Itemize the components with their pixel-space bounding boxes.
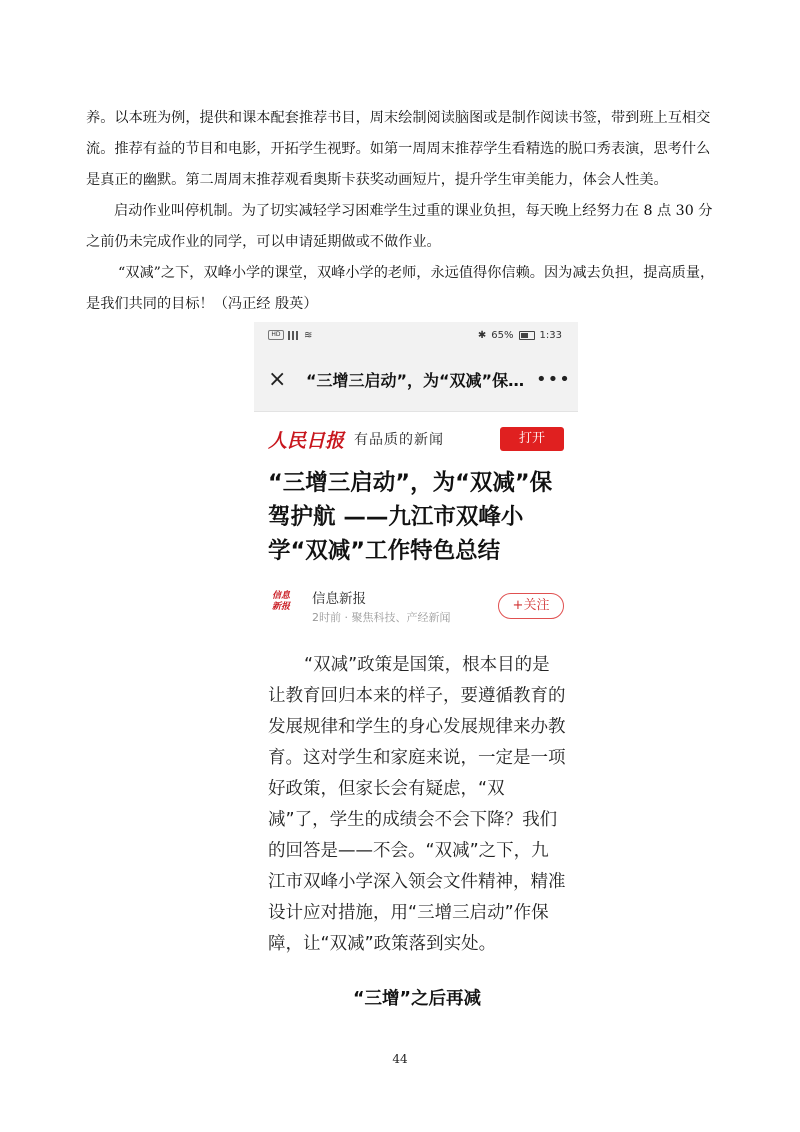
doc-paragraph-2: 启动作业叫停机制。为了切实减轻学习困难学生过重的课业负担，每天晚上经努力在 8 点 30 分之前仍未完成作业的同学，可以申请延期做或不做作业。 — [86, 203, 713, 250]
source-meta: 2时前 · 聚焦科技、产经新闻 — [312, 611, 451, 624]
article-body — [254, 628, 578, 1032]
hd-badge-icon: HD — [268, 330, 284, 340]
battery-icon — [519, 331, 535, 340]
status-time: 1:33 — [539, 329, 562, 341]
brand-banner — [254, 412, 578, 454]
nav-title: “三增三启动”，为“双减”保… — [306, 371, 525, 390]
section-heading: “三增”之后再减 — [352, 989, 481, 1009]
brand-slogan: 有品质的新闻 — [354, 432, 445, 448]
doc-paragraph-3: “双减”之下，双峰小学的课堂，双峰小学的老师，永远值得你信赖。因为减去负担，提高质量，是我们共同的目标！（冯正经 殷英） — [86, 265, 715, 312]
page-number: 44 — [392, 1052, 408, 1066]
article-headline: “三增三启动”，为“双减”保驾护航 ——九江市双峰小学“双减”工作特色总结 — [268, 470, 553, 564]
battery-percent: 65% — [491, 329, 514, 341]
source-row — [254, 568, 578, 628]
close-icon[interactable]: × — [268, 367, 287, 392]
status-bar — [254, 322, 578, 348]
article-paragraph-1: “双减”政策是国策，根本目的是让教育回归本来的样子，要遵循教育的发展规律和学生的身心发展规律来办教育。这对学生和家庭来说，一定是一项好政策，但家长会有疑虑，“双减”了，学生的成绩会不会下降？我们的回答是——不会。“双减”之下，九江市双峰小学深入领会文件精神，精准设计应对措施，用“三增三启动”作保障，让“双减”政策落到实处。 — [268, 655, 566, 954]
document-body — [86, 103, 722, 320]
source-name[interactable]: 信息新报 — [312, 591, 366, 607]
doc-paragraph-1: 养。以本班为例，提供和课本配套推荐书目，周末绘制阅读脑图或是制作阅读书签，带到班上互相交流。推荐有益的节目和电影，开拓学生视野。如第一周周末推荐学生看精选的脱口秀表演，思考什么是真正的幽默。第二周周末推荐观看奥斯卡获奖动画短片，提升学生审美能力，体会人性美。 — [86, 110, 711, 188]
bluetooth-icon: ✱ — [477, 329, 487, 341]
embedded-phone-screenshot — [254, 322, 578, 1032]
follow-button[interactable]: +关注 — [498, 593, 564, 619]
more-options-icon[interactable]: ••• — [536, 369, 571, 390]
peoples-daily-logo: 人民日报 — [268, 429, 345, 452]
nav-bar — [254, 348, 578, 412]
open-app-button[interactable]: 打开 — [500, 427, 564, 451]
source-avatar[interactable]: 信息新报 — [272, 591, 291, 612]
signal-icon — [288, 331, 300, 340]
wifi-icon: ≋ — [304, 329, 313, 341]
